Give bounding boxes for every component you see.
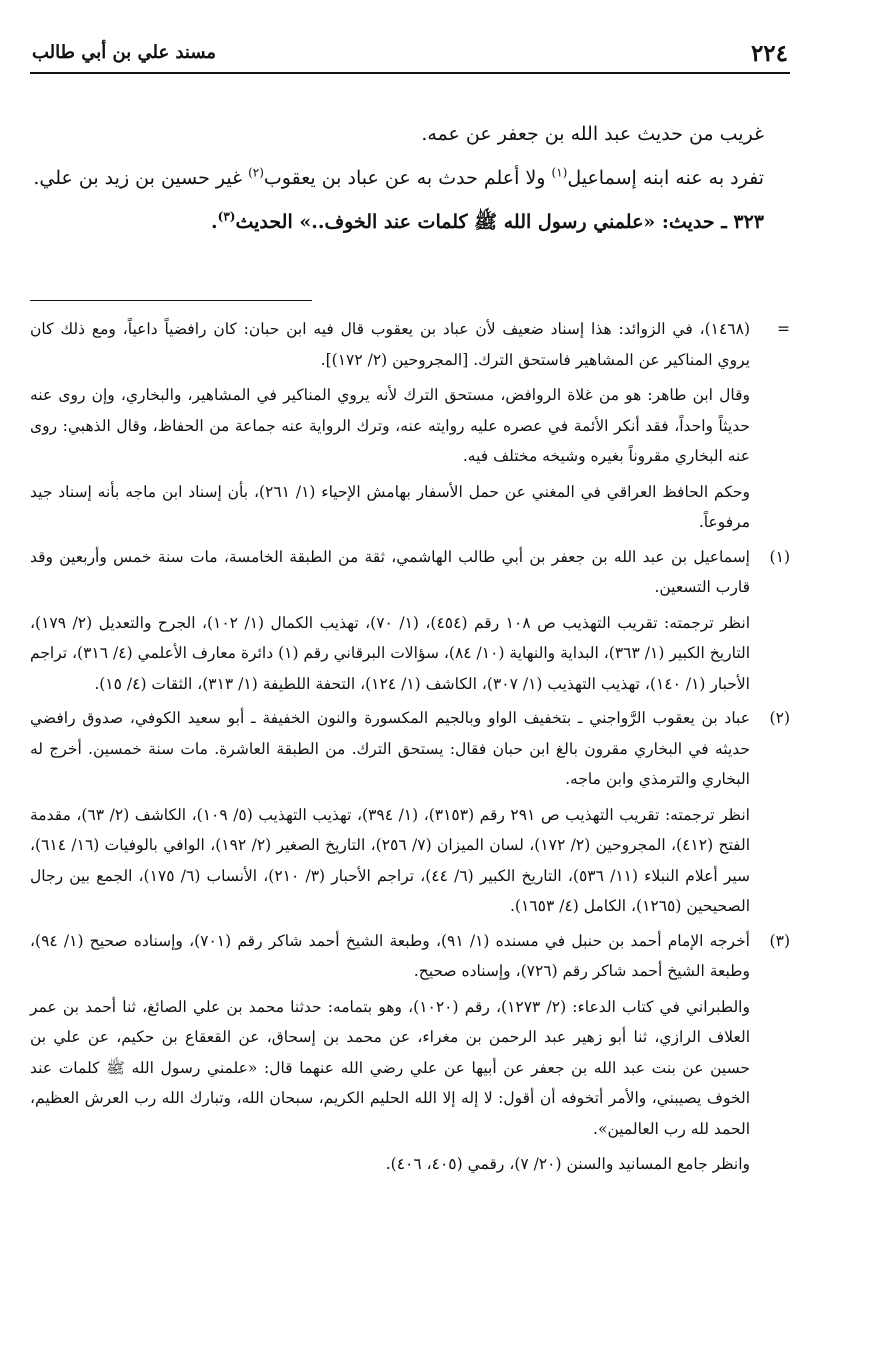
book-page bbox=[30, 0, 790, 1362]
footnote-mark: (٣) bbox=[769, 931, 790, 950]
footnote-3 bbox=[30, 926, 790, 1180]
footnote-paragraph: وقال ابن طاهر: هو من غلاة الروافض، مستحق الترك لأنه يروي المناكير في المشاهير، والبخاري، وإن روى عنه حديثاً واحداً، فقد أنكر الأئمة في عصره عليه روايته عنه، وترك الرواية عنه جماعة من الحفاظ، وقال الذهبي: روى عنه البخاري مقروناً بغيره وشيخه مختلف فيه. bbox=[30, 386, 750, 465]
footnote-paragraph: انظر ترجمته: تقريب التهذيب ص ٢٩١ رقم (٣١٥٣)، (١/ ٣٩٤)، تهذيب التهذيب (٥/ ١٠٩)، الكاشف (٢/ ٦٣)، مقدمة الفتح (٤١٢)، المجروحين (٢/ ١٧٢)، لسان الميزان (٧/ ٢٥٦)، التاريخ الصغير (٢/ ١٩٢)، الوافي بالوفيات (١٦/ ٦١٤)، سير أعلام النبلاء (١١/ ٥٣٦)، التاريخ الكبير (٦/ ٤٤)، تراجم الأحبار (٣/ ٢١٠)، الأنساب (٦/ ١٧٥)، الجمع بين رجال الصحيحين (١٢٦٥)، الكامل (٤/ ١٦٥٣). bbox=[30, 805, 751, 915]
footnote-mark: (١) bbox=[769, 547, 790, 566]
footnote-ref-1[interactable]: (١) bbox=[551, 165, 568, 180]
main-paragraph-2: تفرد به عنه ابنه إسماعيل$^{(١)}$ ولا أعلم حدث به عن عباد بن يعقوب$^{(٢)}$ غير حسين بن زيد بن علي. bbox=[33, 165, 764, 189]
book-title: مسند علي بن أبي طالب bbox=[32, 42, 217, 63]
page-header bbox=[30, 40, 790, 74]
footnote-continued bbox=[30, 314, 790, 538]
footnote-1 bbox=[30, 542, 790, 700]
footnote-paragraph: وانظر جامع المسانيد والسنن (٢٠/ ٧)، رقمي (٤٠٥، ٤٠٦). bbox=[385, 1155, 750, 1173]
footnote-paragraph: أخرجه الإمام أحمد بن حنبل في مسنده (١/ ٩١)، وطبعة الشيخ أحمد شاكر رقم (٧٠١)، وإسناده صحيح (١/ ٩٤)، وطبعة الشيخ أحمد شاكر رقم (٧٢٦)، وإسناده صحيح. bbox=[30, 931, 750, 980]
footnote-paragraph: إسماعيل بن عبد الله بن جعفر بن أبي طالب الهاشمي، ثقة من الطبقة الخامسة، مات سنة خمس وأربعين وقد قارب التسعين. bbox=[30, 547, 750, 596]
hadith-heading: ٣٢٣ ـ حديث: «علمني رسول الله ﷺ كلمات عند الخوف..» الحديث$^{(٣)}$. bbox=[211, 209, 764, 233]
footnote-2 bbox=[30, 703, 790, 922]
footnote-mark: (٢) bbox=[769, 709, 790, 727]
footnote-paragraph: (١٤٦٨)، في الزوائد: هذا إسناد ضعيف لأن عباد بن يعقوب قال فيه ابن حبان: كان رافضياً داعياً، ومع ذلك كان يروي المناكير عن المشاهير فاستحق الترك. [المجروحين (٢/ ١٧٢)]. bbox=[30, 320, 750, 369]
header-rule bbox=[30, 72, 790, 74]
hadith-text: «علمني رسول الله ﷺ كلمات عند الخوف..» الحديث bbox=[235, 211, 656, 233]
footnote-paragraph: وحكم الحافظ العراقي في المغني عن حمل الأسفار بهامش الإحياء (١/ ٢٦١)، بأن إسناد ابن ماجه بأنه إسناد جيد مرفوعاً. bbox=[30, 482, 750, 531]
main-line-1: غريب من حديث عبد الله بن جعفر عن عمه. bbox=[421, 123, 764, 145]
main-text bbox=[30, 112, 790, 244]
footnote-mark: = bbox=[777, 320, 790, 338]
footnote-paragraph: والطبراني في كتاب الدعاء: (٢/ ١٢٧٣)، رقم (١٠٢٠)، وهو بتمامه: حدثنا محمد بن علي الصائغ، ثنا أحمد بن عمر العلاف الرازي، ثنا أبو زهير عبد الرحمن بن مغراء، عن محمد بن إسحاق، عن القعقاع بن حكيم، عن علي بن حسين عن بنت عبد الله بن جعفر عن أبيها عن علي رضي الله عنهما قال: «علمني رسول الله ﷺ كلمات عند الخوف يصيبني، والأمر أتخوفه أن أقول: لا إله إلا الله الحليم الكريم، سبحان الله، وتبارك الله رب العرش العظيم، الحمد لله رب العالمين». bbox=[30, 997, 750, 1138]
footnote-ref-2[interactable]: (٢) bbox=[248, 165, 264, 180]
footnote-separator bbox=[30, 300, 312, 301]
page-number: ٢٢٤ bbox=[750, 40, 788, 67]
footnote-paragraph: عباد بن يعقوب الرَّواجني ـ بتخفيف الواو وبالجيم المكسورة والنون الخفيفة ـ أبو سعيد الكوفي، صدوق رافضي حديثه في البخاري مقرون بالغ ابن حبان فقال: يستحق الترك. من الطبقة العاشرة. مات سنة خمسين. أخرج له البخاري والترمذي وابن ماجه. bbox=[30, 709, 751, 788]
footnote-ref-3[interactable]: (٣) bbox=[217, 209, 236, 224]
footnote-paragraph: انظر ترجمته: تقريب التهذيب ص ١٠٨ رقم (٤٥٤)، (١/ ٧٠)، تهذيب الكمال (١/ ١٠٢)، الجرح والتعديل (٢/ ١٧٩)، التاريخ الكبير (١/ ٣٦٣)، البداية والنهاية (١٠/ ٨٤)، سؤالات البرقاني رقم (١) دائرة معارف الأعلمي (٤/ ٣١٦)، تراجم الأحبار (١/ ١٤٠)، تهذيب التهذيب (١/ ٣٠٧)، الكاشف (١/ ١٢٤)، التحفة اللطيفة (١/ ٣١٣)، الثقات (٤/ ١٥). bbox=[30, 613, 751, 693]
hadith-number: ٣٢٣ ـ حديث: bbox=[655, 211, 764, 233]
footnotes bbox=[30, 314, 790, 1184]
